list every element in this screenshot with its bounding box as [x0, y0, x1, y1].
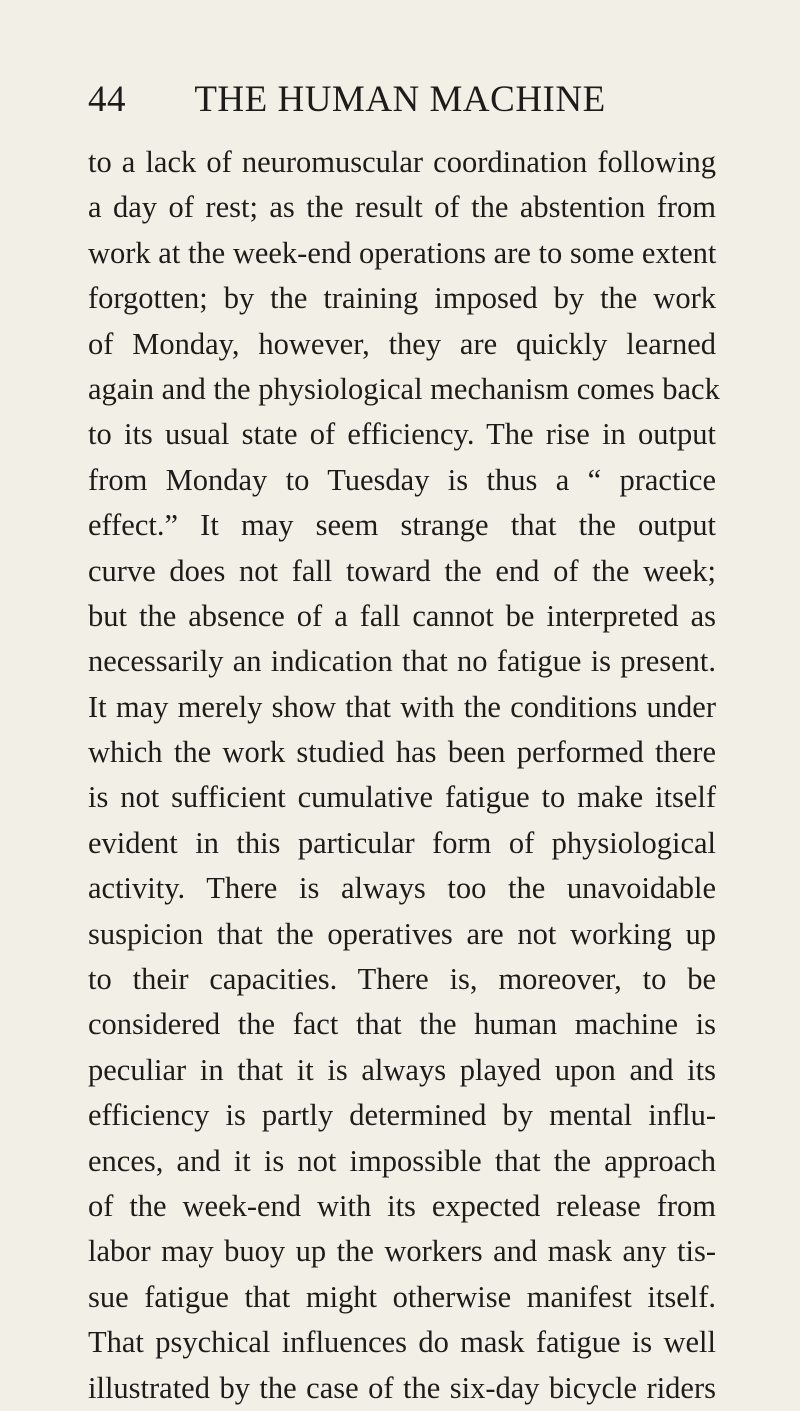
text-line: illustrated by the case of the six-day bicycle riders — [88, 1370, 716, 1405]
running-head — [88, 78, 712, 118]
text-line: from Monday to Tuesday is thus a “ practice — [88, 462, 716, 497]
text-line: of the week-end with its expected release from — [88, 1188, 716, 1223]
text-line: to its usual state of efficiency. The rise in output — [88, 417, 716, 452]
text-line: labor may buoy up the workers and mask any tis- — [88, 1234, 716, 1269]
running-title: THE HUMAN MACHINE — [194, 79, 606, 120]
text-line: necessarily an indication that no fatigue is present. — [88, 644, 716, 679]
text-line: efficiency is partly determined by mental influ- — [88, 1098, 716, 1133]
text-line: to their capacities. There is, moreover, to be — [88, 962, 716, 997]
text-line: ences, and it is not impossible that the approach — [88, 1143, 716, 1178]
text-line: suspicion that the operatives are not working up — [88, 916, 716, 951]
text-line: forgotten; by the training imposed by the work — [88, 281, 716, 316]
text-line: That psychical influences do mask fatigue is well — [88, 1325, 716, 1360]
text-line: a day of rest; as the result of the abstention from — [88, 190, 716, 225]
text-line: evident in this particular form of physiological — [88, 825, 716, 860]
page-number: 44 — [88, 79, 126, 120]
text-line: of Monday, however, they are quickly learned — [88, 326, 716, 361]
text-line: again and the physiological mechanism comes back — [88, 371, 720, 406]
text-line: peculiar in that it is always played upon and its — [88, 1052, 716, 1087]
body-paragraph — [88, 140, 720, 1411]
text-line: activity. There is always too the unavoidable — [88, 871, 716, 906]
text-line: It may merely show that with the conditions under — [88, 689, 716, 724]
text-line: work at the week-end operations are to some extent — [88, 235, 717, 270]
text-line: but the absence of a fall cannot be interpreted as — [88, 598, 716, 633]
text-line: effect.” It may seem strange that the output — [88, 508, 716, 543]
text-line: to a lack of neuromuscular coordination following — [88, 145, 716, 179]
text-line: sue fatigue that might otherwise manifest itself. — [88, 1279, 716, 1314]
text-line: which the work studied has been performed there — [88, 735, 716, 770]
text-line: considered the fact that the human machine is — [88, 1007, 716, 1042]
text-line: curve does not fall toward the end of the week; — [88, 553, 716, 588]
text-line: is not sufficient cumulative fatigue to make itself — [88, 780, 716, 815]
